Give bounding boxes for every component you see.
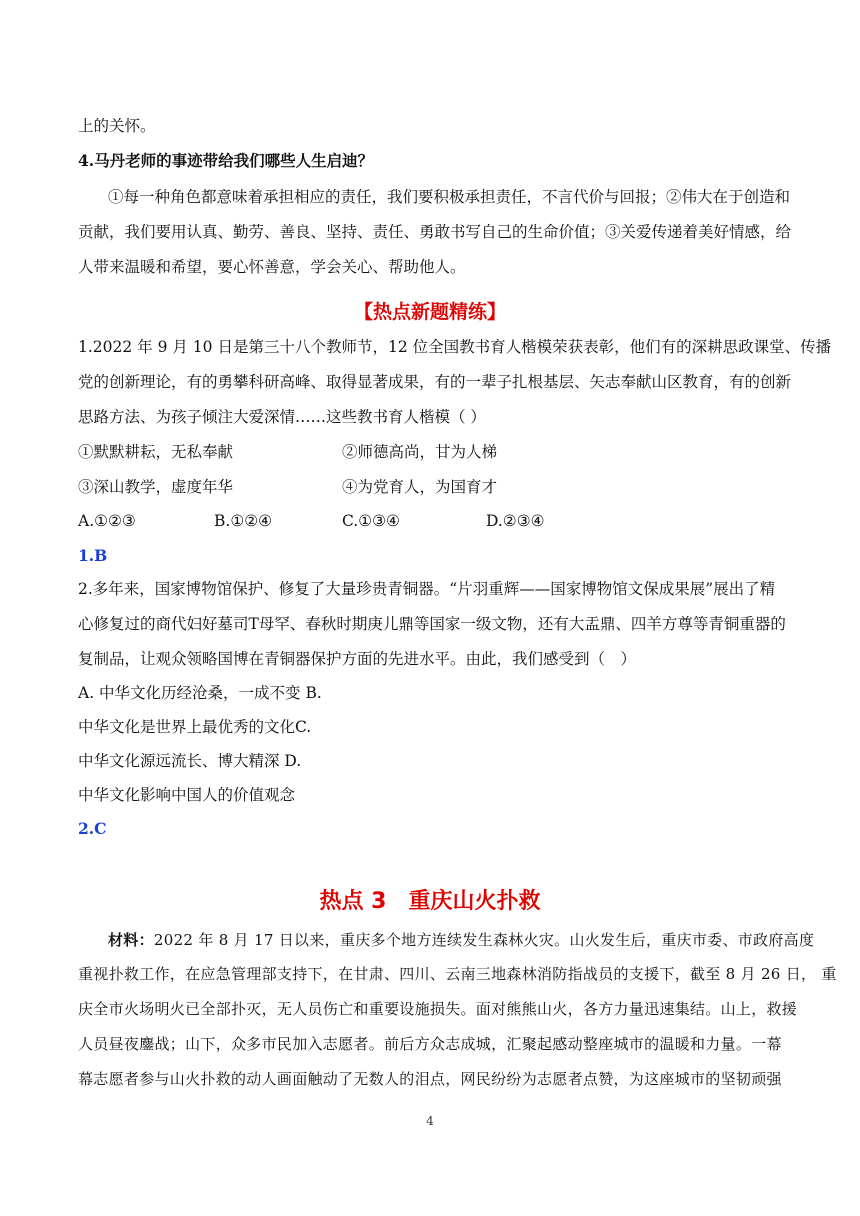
material-label: 材料：: [108, 931, 154, 949]
question-2-option-line: 中华文化影响中国人的价值观念: [78, 786, 296, 804]
question-1-item: ④为党育人，为国育才: [342, 478, 498, 496]
question-2-stem-line: 2.多年来，国家博物馆保护、修复了大量珍贵青铜器。“片羽重辉——国家博物馆文保成果展”展出了精: [78, 580, 776, 598]
question-1-option-b: B.①②④: [214, 512, 273, 530]
question-1-option-d: D.②③④: [486, 512, 545, 530]
question-1-answer: 1.B: [78, 546, 108, 565]
question-1-stem-line: 1.2022 年 9 月 10 日是第三十八个教师节，12 位全国教书育人楷模荣获表彰，他们有的深耕思政课堂、传播: [78, 338, 832, 356]
question-2-stem-line: 复制品，让观众领略国博在青铜器保护方面的先进水平。由此，我们感受到（ ）: [78, 650, 637, 668]
question-1-item: ③深山教学，虚度年华: [78, 478, 234, 496]
material-first-line: [108, 930, 814, 950]
question-2-option-line: 中华文化是世界上最优秀的文化C.: [78, 718, 312, 736]
question-2-option-line: 中华文化源远流长、博大精深 D.: [78, 752, 302, 770]
question-2-stem-line: 心修复过的商代妇好墓司T母罕、春秋时期庚儿鼎等国家一级文物，还有大盂鼎、四羊方尊等青铜重器的: [78, 615, 786, 633]
question-1-item: ①默默耕耘，无私奉献: [78, 443, 234, 461]
question-1-stem-line: 党的创新理论，有的勇攀科研高峰、取得显著成果，有的一辈子扎根基层、矢志奉献山区教育，有的创新: [78, 373, 792, 391]
question-2-answer: 2.C: [78, 819, 107, 838]
question-4-answer-line: 贡献，我们要用认真、勤劳、善良、坚持、责任、勇敢书写自己的生命价值；③关爱传递着美好情感，给: [78, 223, 792, 241]
question-4-answer-line: 人带来温暖和希望，要心怀善意，学会关心、帮助他人。: [78, 258, 466, 276]
question-1-stem-line: 思路方法、为孩子倾注大爱深情……这些教书育人楷模（ ）: [78, 408, 486, 426]
material-line: 重视扑救工作，在应急管理部支持下，在甘肃、四川、云南三地森林消防指战员的支援下，截至 8 月 26 日， 重: [78, 965, 837, 983]
question-1-option-c: C.①③④: [342, 512, 400, 530]
section-title-hotspot-3: 热点 3 重庆山火扑救: [319, 889, 541, 914]
material-line: 幕志愿者参与山火扑救的动人画面触动了无数人的泪点，网民纷纷为志愿者点赞，为这座城市的坚韧顽强: [78, 1070, 782, 1088]
question-1-option-a: A.①②③: [78, 512, 136, 530]
question-4-title: 4.马丹老师的事迹带给我们哪些人生启迪？: [78, 151, 374, 170]
material-line: 人员昼夜鏖战；山下，众多市民加入志愿者。前后方众志成城，汇聚起感动整座城市的温暖和力量。一幕: [78, 1035, 782, 1053]
continued-text: 上的关怀。: [78, 117, 156, 135]
question-2-option-line: A. 中华文化历经沧桑，一成不变 B.: [78, 684, 322, 702]
material-line: 庆全市火场明火已全部扑灭，无人员伤亡和重要设施损失。面对熊熊山火，各方力量迅速集结。山上，救援: [78, 1000, 798, 1018]
material-line: 2022 年 8 月 17 日以来，重庆多个地方连续发生森林火灾。山火发生后，重庆市委、市政府高度: [153, 931, 815, 949]
page-number: 4: [426, 1114, 434, 1128]
question-1-item: ②师德高尚，甘为人梯: [342, 443, 498, 461]
question-4-answer-line: ①每一种角色都意味着承担相应的责任，我们要积极承担责任，不言代价与回报；②伟大在于创造和: [108, 188, 791, 206]
section-title-practice: 【热点新题精练】: [353, 301, 506, 323]
